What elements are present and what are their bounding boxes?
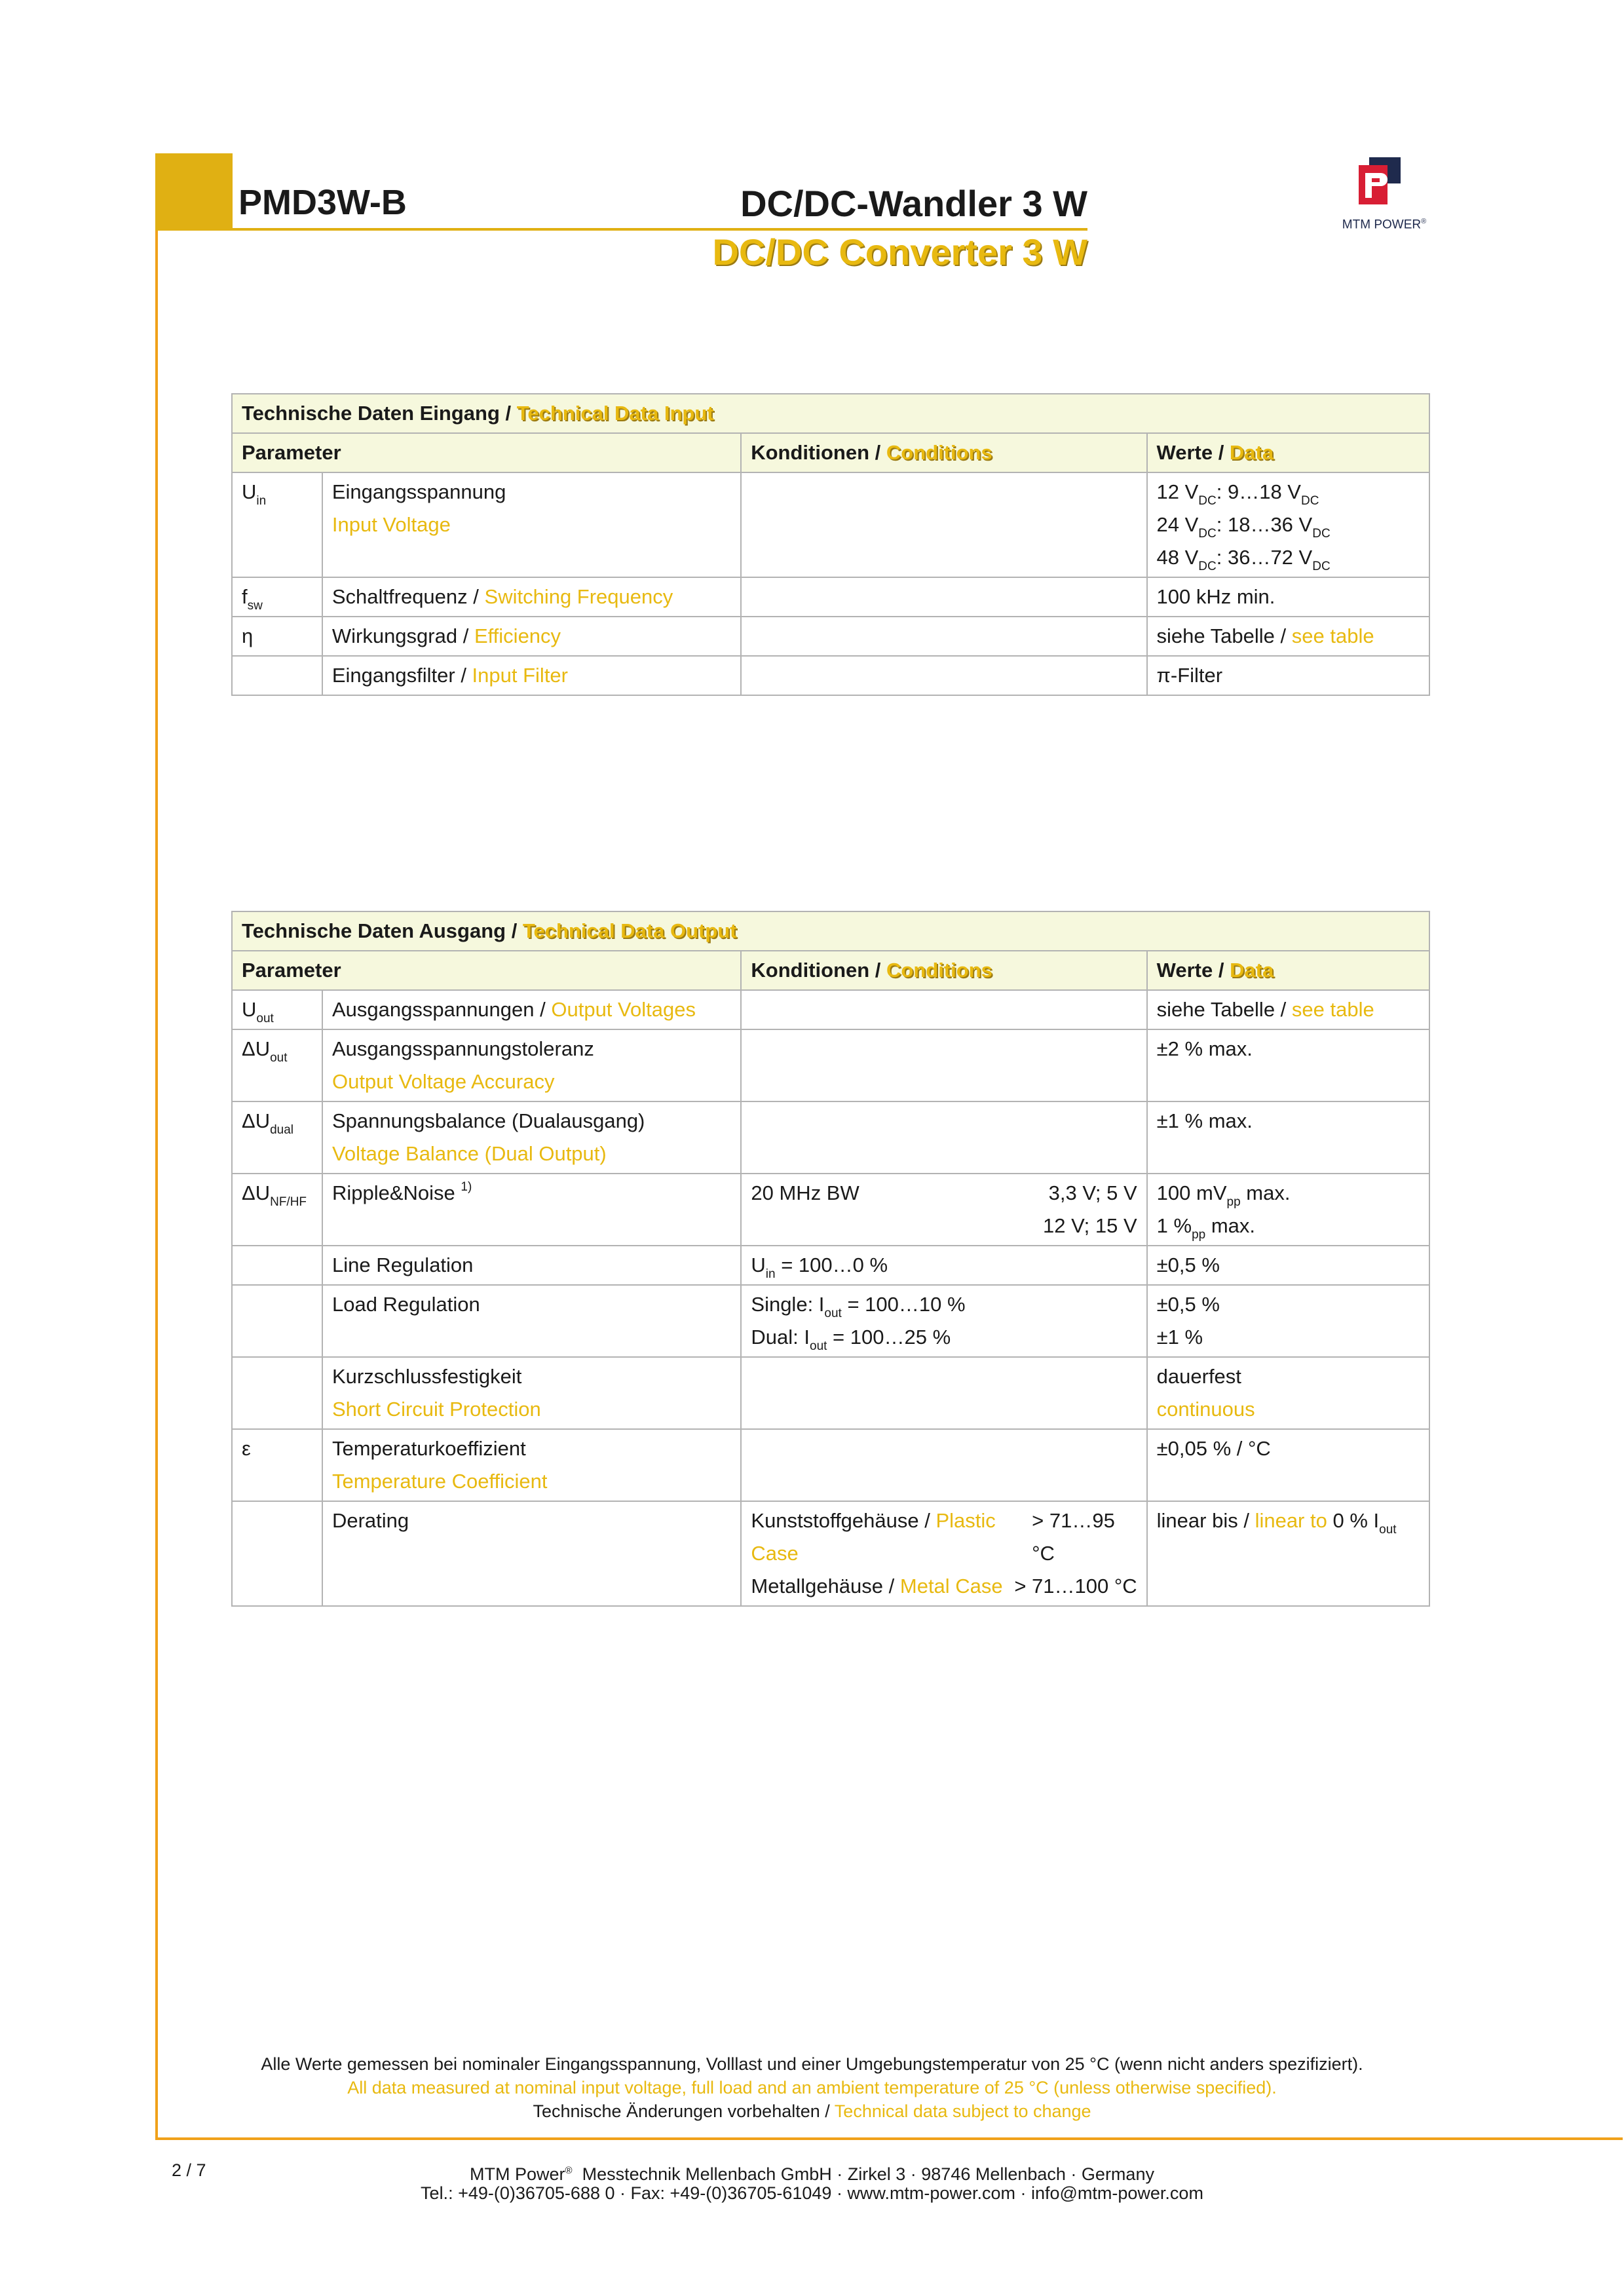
frame-left-border <box>155 153 158 2140</box>
header-corner-block <box>155 153 233 231</box>
table-row: ε Temperaturkoeffizient Temperature Coefficient ±0,05 % / °C <box>232 1429 1429 1501</box>
page-number: 2 / 7 <box>172 2160 206 2180</box>
input-data-table <box>231 393 1430 696</box>
logo-text: MTM POWER® <box>1342 218 1427 232</box>
col-values: Werte / Data <box>1147 951 1429 990</box>
input-table-header <box>232 433 1429 472</box>
table-row: $U_{in}$ Eingangsspannung Input Voltage 12 $V_{DC}$: 9…18 $V_{DC}$ 24 $V_{DC}$: 18…36 $V_{DC}$ 48 $V_{DC}$: 36…72 $V_{DC}$ <box>232 472 1429 577</box>
company-logo <box>1322 152 1446 237</box>
table-row: Eingangsfilter / Input Filter π-Filter <box>232 656 1429 695</box>
table-row: $f_{sw}$ Schaltfrequenz / Switching Frequency 100 kHz min. <box>232 577 1429 617</box>
mtm-power-logo-icon <box>1322 152 1446 218</box>
col-parameter: Parameter <box>232 433 741 472</box>
table-row: Load Regulation Single: $I_{out}$ = 100…10 % Dual: $I_{out}$ = 100…25 % ±0,5 % ±1 % <box>232 1285 1429 1357</box>
table-row: $\Delta U_{NF/HF}$ Ripple&Noise $^{1)}$ 20 MHz BW 3,3 V; 5 V 12 V; 15 V 100 $mV_{pp}$ max. 1 $\%_{pp}$ max. <box>232 1174 1429 1246</box>
col-conditions: Konditionen / Conditions <box>741 433 1146 472</box>
table-row: Kurzschlussfestigkeit Short Circuit Protection dauerfest continuous <box>232 1357 1429 1429</box>
footnote-german: Alle Werte gemessen bei nominaler Eingangsspannung, Volllast und einer Umgebungstemperatur von 25 °C (wenn nicht anders spezifiziert). <box>261 2054 1363 2074</box>
company-address: MTM Power® Messtechnik Mellenbach GmbH · Zirkel 3 · 98746 Mellenbach · Germany <box>470 2164 1154 2184</box>
table-row: Line Regulation $U_{in}$ = 100…0 % ±0,5 % <box>232 1246 1429 1285</box>
input-table-title: Technische Daten Eingang / Technical Data Input <box>232 394 1429 433</box>
output-table-title: Technische Daten Ausgang / Technical Data Output <box>232 911 1429 951</box>
title-german: DC/DC-Wandler 3 W <box>740 183 1087 224</box>
col-parameter: Parameter <box>232 951 741 990</box>
table-row: $\Delta U_{dual}$ Spannungsbalance (Dualausgang) Voltage Balance (Dual Output) ±1 % max. <box>232 1101 1429 1174</box>
title-english: DC/DC Converter 3 W <box>712 231 1087 273</box>
table-row: $U_{out}$ Ausgangsspannungen / Output Voltages siehe Tabelle / see table <box>232 990 1429 1029</box>
col-values: Werte / Data <box>1147 433 1430 472</box>
col-conditions: Konditionen / Conditions <box>741 951 1146 990</box>
footnote-english: All data measured at nominal input voltage, full load and an ambient temperature of 25 °C (unless otherwise specified). <box>347 2078 1277 2097</box>
company-contact: Tel.: +49-(0)36705-688 0 · Fax: +49-(0)36705-61049 · www.mtm-power.com · info@mtm-power.com <box>421 2183 1203 2203</box>
frame-bottom-border <box>155 2137 1623 2140</box>
table-row: Derating Kunststoffgehäuse / Plastic Case > 71…95 °C Metallgehäuse / Metal Case > 71…100 °C linear bis / linear to 0 % $I_{out}$ <box>232 1501 1429 1606</box>
footnote-changes: Technische Änderungen vorbehalten / Technical data subject to change <box>533 2101 1091 2121</box>
product-code: PMD3W-B <box>238 183 407 222</box>
output-data-table <box>231 911 1430 1607</box>
table-row: η Wirkungsgrad / Efficiency siehe Tabelle / see table <box>232 617 1429 656</box>
output-table-header <box>232 951 1429 990</box>
table-row: $\Delta U_{out}$ Ausgangsspannungstoleranz Output Voltage Accuracy ±2 % max. <box>232 1029 1429 1101</box>
